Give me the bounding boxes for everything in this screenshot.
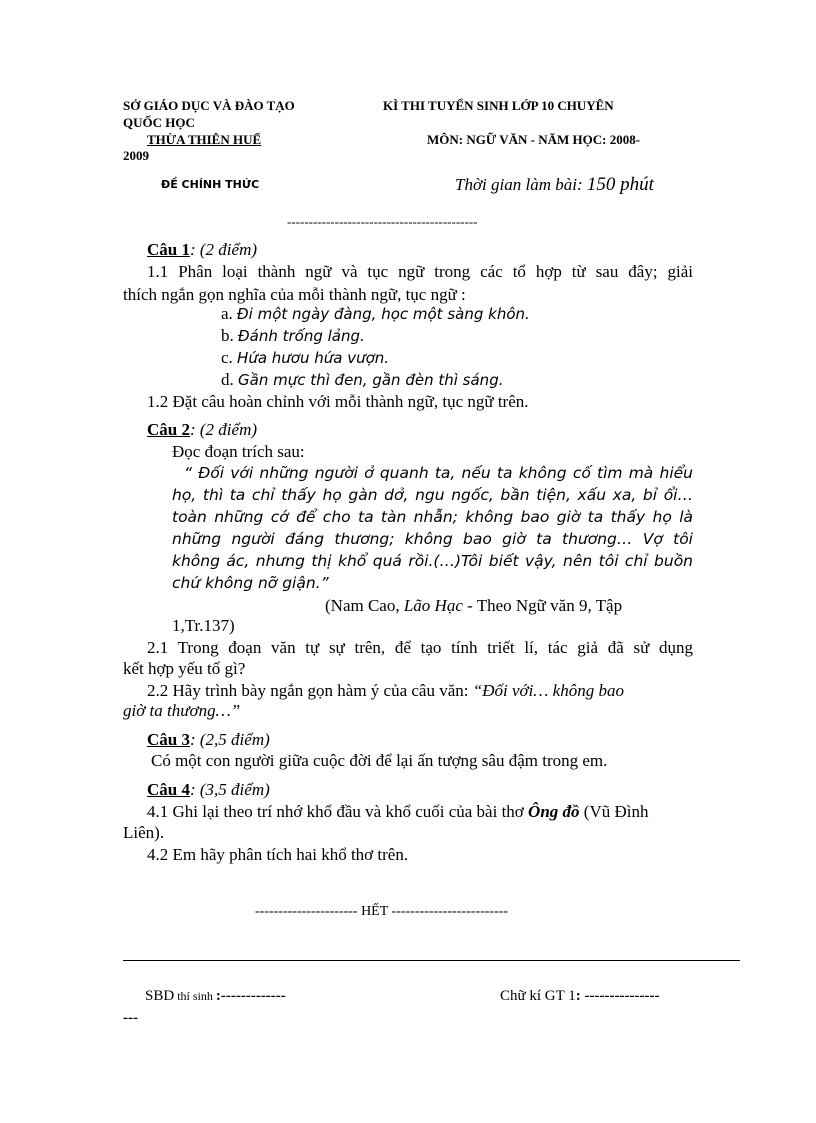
department-name: SỞ GIÁO DỤC VÀ ĐÀO TẠO: [123, 98, 295, 113]
question-1-label: Câu 1: [147, 240, 190, 259]
question-2-points: : (2 điểm): [189, 420, 258, 439]
question-2-2-prefix: 2.2 Hãy trình bày ngắn gọn hàm ý của câu văn:: [147, 681, 473, 700]
question-4-1-line2: Liên).: [123, 823, 165, 842]
question-4-1-line1: [147, 802, 648, 822]
candidate-number-field: [145, 988, 286, 1005]
question-4-1-suffix: (Vũ Đình: [579, 802, 649, 821]
source-prefix: (Nam Cao,: [325, 596, 404, 615]
question-3-label: Câu 3: [147, 730, 190, 749]
excerpt-line: toàn những cớ để cho ta tàn nhẫn; không bao giờ ta thấy họ là: [172, 508, 693, 526]
question-2-2-line1: [147, 681, 624, 701]
school-year-tail: 2009: [123, 148, 149, 163]
subject-line: MÔN: NGỮ VĂN - NĂM HỌC: 2008-: [427, 132, 641, 147]
question-1-heading: [147, 240, 257, 260]
header-separator: --------------------------------------------: [287, 214, 478, 229]
excerpt-line: họ, thì ta chỉ thấy họ gàn dở, ngu ngốc, bần tiện, xấu xa, bỉ ổi…: [172, 486, 693, 504]
time-allowed: [455, 174, 654, 196]
idiom-text: Đi một ngày đàng, học một sàng khôn.: [237, 305, 530, 323]
idiom-text: Hứa hươu hứa vượn.: [237, 349, 390, 367]
excerpt-line: “ Đối với những người ở quanh ta, nếu ta không cố tìm mà hiểu: [184, 464, 693, 482]
idiom-text: Gần mực thì đen, gần đèn thì sáng.: [238, 371, 504, 389]
excerpt-line: những người đáng thương; không bao giờ ta thương… Vợ tôi: [172, 530, 693, 548]
question-2-2-quote: “Đối với… không bao: [472, 681, 624, 700]
time-value: 150 phút: [586, 174, 654, 195]
sbd-sublabel: thí sinh: [174, 989, 216, 1003]
sbd-dashes: :-------------: [215, 988, 286, 1004]
question-1-points: : (2 điểm): [189, 240, 258, 259]
question-1-1-line1: 1.1 Phân loại thành ngữ và tục ngữ trong các tổ hợp từ sau đây; giải: [147, 262, 693, 281]
end-marker: ---------------------- HẾT -------------------------: [255, 904, 509, 919]
idiom-letter: b.: [221, 326, 238, 345]
official-exam-label: ĐỀ CHÍNH THỨC: [161, 178, 260, 191]
question-2-label: Câu 2: [147, 420, 190, 439]
idiom-letter: d.: [221, 370, 238, 389]
question-2-1-line1: 2.1 Trong đoạn văn tự sự trên, để tạo tính triết lí, tác giả đã sử dụng: [147, 638, 693, 657]
sbd-label: SBD: [145, 988, 175, 1004]
signature-label: Chữ kí GT 1: [500, 988, 576, 1004]
excerpt-intro: Đọc đoạn trích sau:: [172, 442, 305, 461]
excerpt-source-line2: 1,Tr.137): [172, 616, 235, 635]
source-suffix: - Theo Ngữ văn 9, Tập: [462, 596, 623, 615]
excerpt-source: [325, 596, 622, 616]
province-name: THỪA THIÊN HUẾ: [147, 132, 262, 147]
school-name: QUỐC HỌC: [123, 115, 195, 130]
idiom-item-a: [221, 304, 530, 324]
exam-title: KÌ THI TUYỂN SINH LỚP 10 CHUYÊN: [383, 98, 614, 113]
idiom-letter: a.: [221, 304, 238, 323]
question-4-2: 4.2 Em hãy phân tích hai khổ thơ trên.: [147, 845, 409, 864]
question-2-1-line2: kết hợp yếu tố gì?: [123, 659, 246, 678]
idiom-text: Đánh trống lảng.: [238, 327, 365, 345]
footer-divider: [123, 960, 740, 961]
proctor-signature-field: [500, 988, 659, 1005]
question-4-heading: [147, 780, 270, 800]
question-4-1-prefix: 4.1 Ghi lại theo trí nhớ khổ đầu và khổ cuối của bài thơ: [147, 802, 529, 821]
idiom-item-b: [221, 326, 365, 346]
question-2-heading: [147, 420, 257, 440]
question-4-points: : (3,5 điểm): [189, 780, 270, 799]
idiom-item-d: [221, 370, 503, 390]
excerpt-line: chứ không nỡ giận.”: [172, 574, 329, 592]
question-4-label: Câu 4: [147, 780, 190, 799]
question-2-2-line2: giờ ta thương…”: [123, 701, 241, 720]
idiom-item-c: [221, 348, 389, 368]
idiom-letter: c.: [221, 348, 238, 367]
poem-title: Ông đồ: [528, 802, 580, 821]
question-3-points: : (2,5 điểm): [189, 730, 270, 749]
source-title: Lão Hạc: [403, 596, 463, 615]
question-1-2: 1.2 Đặt câu hoàn chỉnh với mỗi thành ngữ, tục ngữ trên.: [147, 392, 529, 411]
time-label: Thời gian làm bài:: [455, 175, 583, 194]
question-1-1-line2: thích ngắn gọn nghĩa của mỗi thành ngữ, tục ngữ :: [123, 285, 466, 304]
signature-dashes: : ---------------: [575, 988, 660, 1004]
question-3-text: Có một con người giữa cuộc đời để lại ấn tượng sâu đậm trong em.: [151, 751, 608, 770]
footer-tail-dashes: ---: [123, 1010, 138, 1026]
excerpt-line: không ác, nhưng thị khổ quá rồi.(…)Tôi biết vậy, nên tôi chỉ buồn: [172, 552, 693, 570]
question-3-heading: [147, 730, 270, 750]
